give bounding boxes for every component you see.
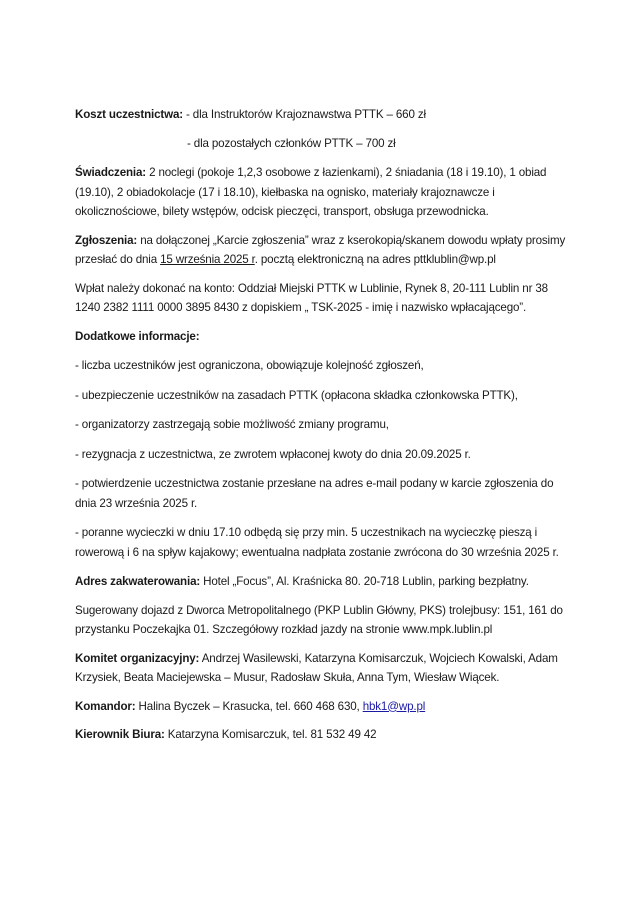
applications-paragraph (75, 231, 575, 270)
commander-label: Komandor: (75, 699, 136, 713)
applications-text-before: na dołączonej „Karcie zgłoszenia” wraz z kserokopią/skanem dowodu wpłaty prosimy przesłać do dnia (75, 233, 566, 266)
additional-item: - rezygnacja z uczestnictwa, ze zwrotem wpłaconej kwoty do dnia 20.09.2025 r. (75, 447, 471, 461)
office-label: Kierownik Biura: (75, 728, 165, 741)
additional-item: - liczba uczestników jest ograniczona, obowiązuje kolejność zgłoszeń, (75, 359, 424, 372)
accommodation-label: Adres zakwaterowania: (75, 575, 201, 588)
applications-deadline: 15 września 2025 r (160, 253, 255, 266)
commander-text: Halina Byczek – Krasucka, tel. 660 468 630, (135, 699, 363, 713)
accommodation-paragraph (75, 572, 575, 592)
payment-paragraph: Wpłat należy dokonać na konto: Oddział Miejski PTTK w Lublinie, Rynek 8, 20-111 Lublin nr 38 1240 2382 1111 0000 3895 8430 z dopiskiem „ TSK-2025 - imię i nazwisko wpłacającego”. (75, 281, 548, 314)
applications-label: Zgłoszenia: (75, 233, 138, 247)
additional-item: - ubezpieczenie uczestników na zasadach PTTK (opłacona składka członkowska PTTK), (75, 388, 518, 402)
document-page (75, 105, 575, 754)
additional-item: - potwierdzenie uczestnictwa zostanie przesłane na adres e-mail podany w karcie zgłoszenia do dnia 23 września 2025 r. (75, 477, 554, 510)
benefits-label: Świadczenia: (75, 166, 147, 179)
cost-label: Koszt uczestnictwa: (75, 108, 183, 121)
committee-text: Andrzej Wasilewski, Katarzyna Komisarczuk, Wojciech Kowalski, Adam Krzysiek, Beata Maciejewska – Musur, Radosław Skuła, Anna Tym, Wiesław Wiącek. (75, 651, 558, 684)
applications-text-after: . pocztą elektroniczną na adres pttklublin@wp.pl (254, 253, 496, 266)
additional-item: - poranne wycieczki w dniu 17.10 odbędą się przy min. 5 uczestnikach na wycieczkę pieszą i rowerową i 6 na spływ kajakowy; ewentualna nadpłata zostanie zwrócona do 30 września 2025 r. (75, 526, 559, 559)
additional-item: - organizatorzy zastrzegają sobie możliwość zmiany programu, (75, 418, 389, 431)
office-text: Katarzyna Komisarczuk, tel. 81 532 49 42 (164, 728, 377, 741)
office-paragraph (75, 725, 575, 745)
benefits-text: 2 noclegi (pokoje 1,2,3 osobowe z łazienkami), 2 śniadania (18 i 19.10), 1 obiad (19.10), 2 obiadokolacje (17 i 18.10), kiełbaska na ognisko, materiały krajoznawcze i okolicznościowe, bilety wstępów, odcisk pieczęci, transport, obsługa przewodnicka. (75, 166, 547, 218)
committee-paragraph (75, 649, 575, 688)
committee-label: Komitet organizacyjny: (75, 651, 200, 665)
cost-line-2: - dla pozostałych członków PTTK – 700 zł (187, 136, 396, 150)
transport-paragraph: Sugerowany dojazd z Dworca Metropolitalnego (PKP Lublin Główny, PKS) trolejbusy: 151, 161 do przystanku Poczekajka 01. Szczegółowy rozkład jazdy na stronie www.mpk.lublin.pl (75, 603, 563, 636)
commander-paragraph (75, 697, 575, 717)
additional-heading: Dodatkowe informacje: (75, 329, 200, 343)
accommodation-text: Hotel „Focus”, Al. Kraśnicka 80. 20-718 Lublin, parking bezpłatny. (200, 575, 529, 588)
cost-line-1 (75, 105, 575, 125)
benefits-paragraph (75, 163, 575, 222)
commander-email-link[interactable]: hbk1@wp.pl (362, 699, 426, 713)
cost-instructors: - dla Instruktorów Krajoznawstwa PTTK – 660 zł (182, 108, 426, 121)
